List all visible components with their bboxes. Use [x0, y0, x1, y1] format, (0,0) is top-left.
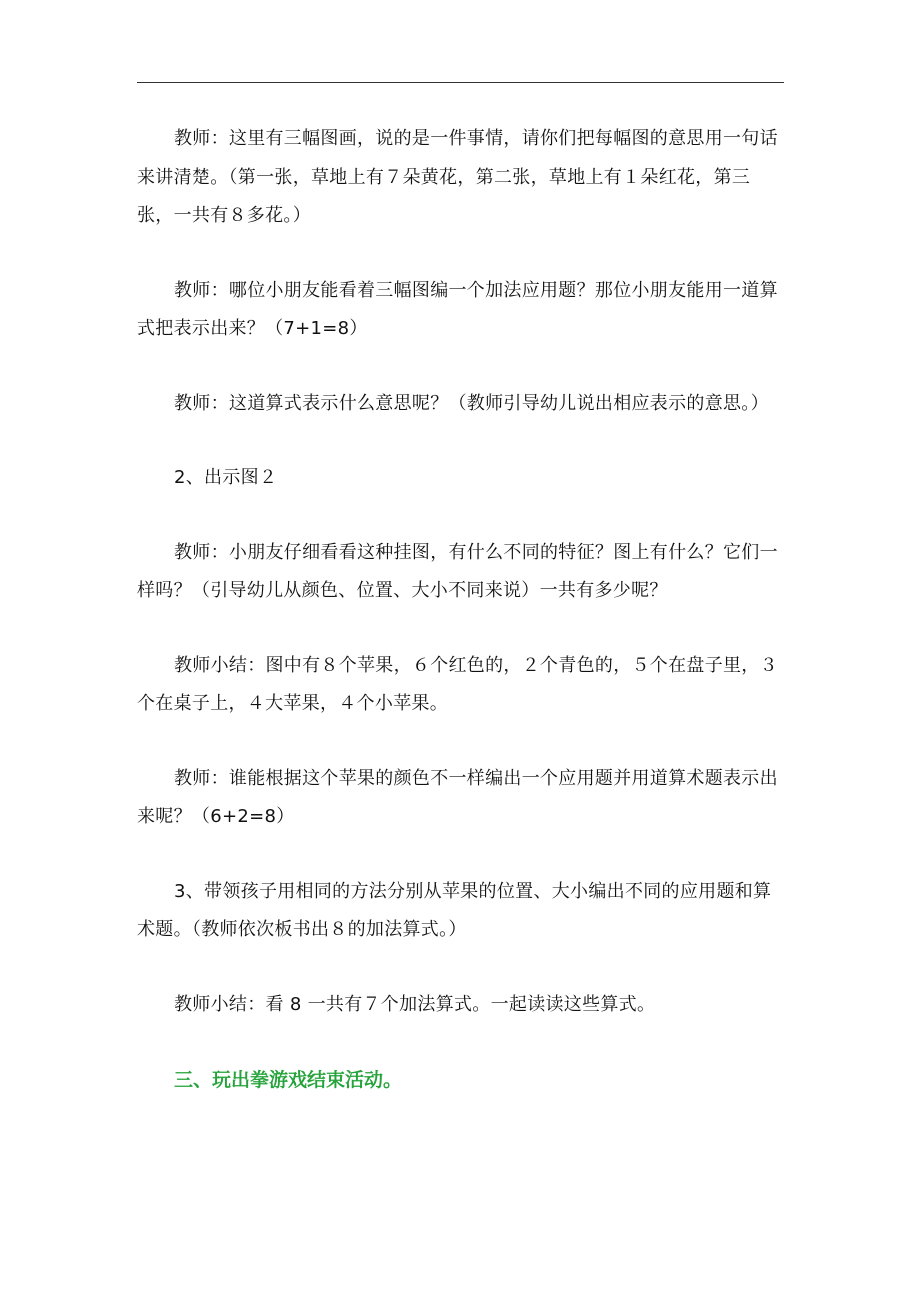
paragraph-3: 教师：这道算式表示什么意思呢？（教师引导幼儿说出相应表示的意思。）: [174, 392, 769, 414]
section-heading: 三、玩出拳游戏结束活动。: [174, 1069, 403, 1091]
paragraph-1: 教师：这里有三幅图画，说的是一件事情，请你们把每幅图的意思用一句话来讲清楚。（第一张，草地上有７朵黄花，第二张，草地上有１朵红花，第三张，一共有８多花。）: [137, 128, 778, 226]
document-body: [137, 120, 785, 1100]
paragraph-9: 教师小结：看 8 一共有７个加法算式。一起读读这些算式。: [174, 993, 656, 1015]
paragraph-4: 2、出示图２: [174, 467, 278, 488]
paragraph-5: 教师：小朋友仔细看看这种挂图，有什么不同的特征？图上有什么？它们一样吗？（引导幼儿从颜色、位置、大小不同来说）一共有多少呢？: [137, 541, 778, 601]
paragraph-2: 教师：哪位小朋友能看着三幅图编一个加法应用题？那位小朋友能用一道算式把表示出来？（7+1=8）: [137, 279, 778, 339]
header-rule: [137, 82, 784, 83]
paragraph-6: 教师小结：图中有８个苹果，６个红色的，２个青色的，５个在盘子里，３个在桌子上，４大苹果，４个小苹果。: [137, 654, 778, 714]
paragraph-8: 3、带领孩子用相同的方法分别从苹果的位置、大小编出不同的应用题和算术题。（教师依次板书出８的加法算式。）: [137, 880, 772, 940]
paragraph-7: 教师：谁能根据这个苹果的颜色不一样编出一个应用题并用道算术题表示出来呢？（6+2=8）: [137, 767, 778, 827]
